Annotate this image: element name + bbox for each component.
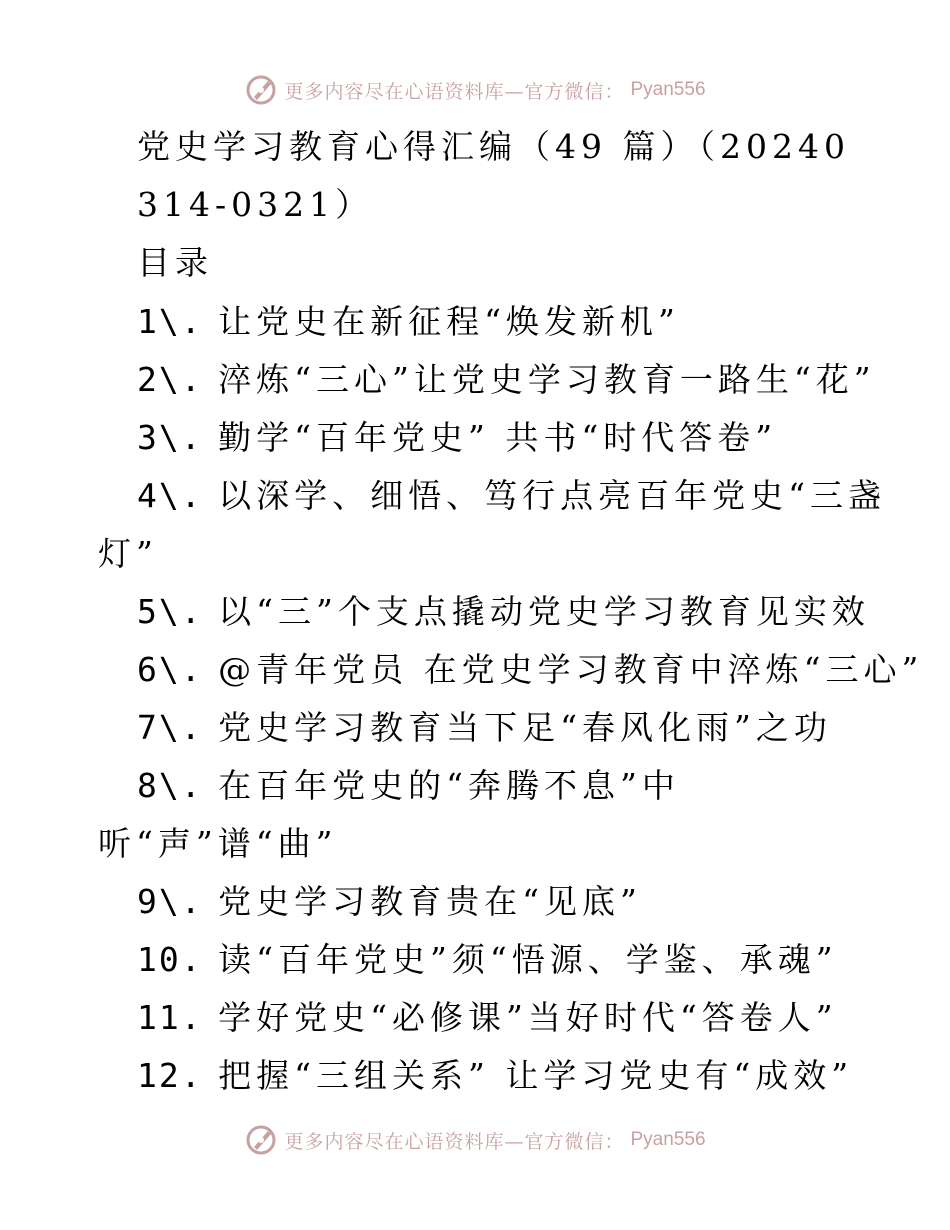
toc-item-number: 12. [137, 1056, 203, 1095]
toc-item-continuation: 听“声”谱“曲” [98, 824, 338, 863]
toc-item-text: 在百年党史的“奔腾不息”中 [218, 766, 680, 805]
watermark-text: 更多内容尽在心语资料库—官方微信： [284, 80, 625, 103]
toc-item [137, 360, 876, 399]
toc-item-text: 让党史在新征程“焕发新机” [218, 302, 680, 341]
toc-item [137, 418, 778, 457]
toc-item-text: 党史学习教育贵在“见底” [218, 882, 642, 921]
toc-item-number: 3\. [137, 418, 203, 457]
toc-item-number: 5\. [137, 592, 203, 631]
toc-item-text: 以深学、细悟、笃行点亮百年党史“三盏 [218, 476, 886, 515]
toc-item [137, 940, 838, 979]
footer-watermark [0, 1120, 950, 1160]
toc-item-number: 9\. [137, 882, 203, 921]
toc-item-text: 把握“三组关系” 让学习党史有“成效” [218, 1056, 854, 1095]
toc-item-number: 11. [137, 998, 203, 1037]
document-title-line1: 党史学习教育心得汇编（49 篇）（20240 [137, 127, 850, 166]
toc-heading: 目录 [137, 243, 213, 282]
toc-item [137, 302, 680, 341]
toc-item-text: 以“三”个支点撬动党史学习教育见实效 [218, 592, 870, 631]
toc-item-text: 淬炼“三心”让党史学习教育一路生“花” [218, 360, 876, 399]
watermark-text: 更多内容尽在心语资料库—官方微信： [284, 1130, 625, 1153]
toc-item-text: 党史学习教育当下足“春风化雨”之功 [218, 708, 832, 747]
document-title-line2: 314-0321） [137, 185, 374, 224]
toc-item-text: 读“百年党史”须“悟源、学鉴、承魂” [218, 940, 838, 979]
pen-logo-icon [244, 1123, 278, 1157]
toc-item [137, 708, 832, 747]
toc-item-text: 学好党史“必修课”当好时代“答卷人” [218, 998, 838, 1037]
toc-item-number: 7\. [137, 708, 203, 747]
toc-item [137, 1056, 854, 1095]
toc-item-number: 8\. [137, 766, 203, 805]
toc-item-continuation: 灯” [98, 534, 158, 573]
toc-item [137, 998, 838, 1037]
toc-item [137, 650, 924, 689]
toc-item [137, 766, 680, 805]
toc-item-text: 勤学“百年党史” 共书“时代答卷” [218, 418, 778, 457]
watermark-id: Pyan556 [630, 79, 706, 100]
toc-item-number: 1\. [137, 302, 203, 341]
toc-item-number: 10. [137, 940, 203, 979]
toc-item-text: @青年党员 在党史学习教育中淬炼“三心” [218, 650, 924, 689]
toc-item-number: 6\. [137, 650, 203, 689]
toc-item [137, 882, 642, 921]
brand [244, 1123, 705, 1157]
toc-item-number: 4\. [137, 476, 203, 515]
toc-item-number: 2\. [137, 360, 203, 399]
toc-item [137, 476, 886, 515]
toc-item [137, 592, 870, 631]
watermark-id: Pyan556 [630, 1129, 706, 1150]
